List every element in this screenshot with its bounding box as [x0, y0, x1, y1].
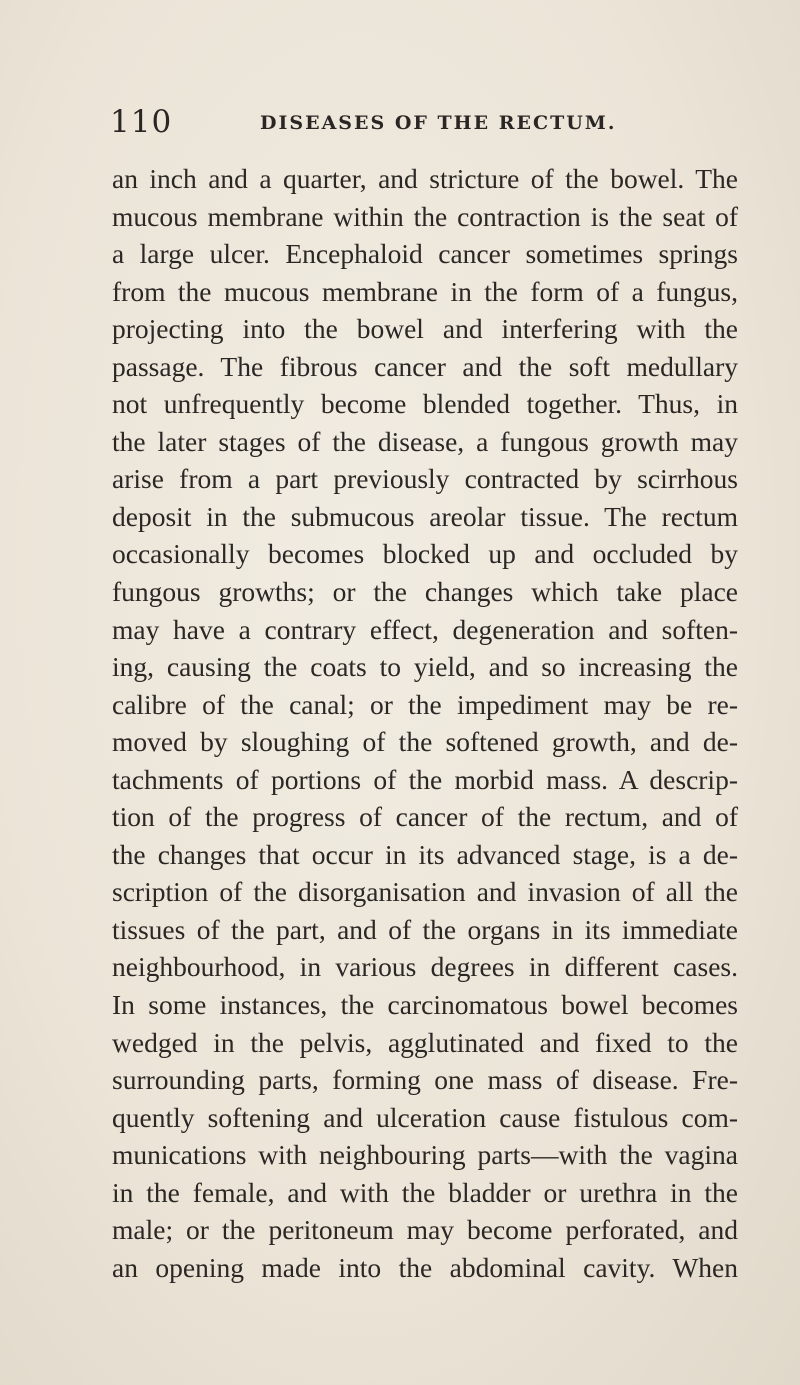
text-line: scription of the disorganisation and invasion of all the: [112, 876, 738, 908]
text-line: calibre of the canal; or the impediment may be re-: [112, 688, 738, 720]
text-line: the changes that occur in its advanced stage, is a de-: [112, 838, 738, 870]
text-line: mucous membrane within the contraction is the seat of: [112, 200, 738, 232]
text-line: tachments of portions of the morbid mass. A descrip-: [112, 763, 738, 795]
text-line: occasionally becomes blocked up and occluded by: [112, 538, 738, 570]
text-line: a large ulcer. Encephaloid cancer sometimes springs: [112, 238, 738, 270]
text-line: an inch and a quarter, and stricture of the bowel. The: [112, 163, 738, 194]
body-text: [112, 160, 738, 1286]
text-line: passage. The fibrous cancer and the soft medullary: [112, 350, 738, 382]
text-line: arise from a part previously contracted by scirrhous: [112, 463, 738, 495]
text-line: may have a contrary effect, degeneration and soften-: [112, 613, 738, 645]
page-number: 110: [110, 104, 173, 140]
text-line: fungous growths; or the changes which take place: [112, 576, 738, 608]
text-line: male; or the peritoneum may become perforated, and: [112, 1214, 738, 1246]
text-line: not unfrequently become blended together. Thus, in: [112, 388, 738, 420]
text-line: surrounding parts, forming one mass of disease. Fre-: [112, 1064, 738, 1096]
text-line: moved by sloughing of the softened growth, and de-: [112, 726, 738, 758]
text-line: In some instances, the carcinomatous bowel becomes: [112, 989, 738, 1021]
text-line: quently softening and ulceration cause fistulous com-: [112, 1101, 738, 1133]
text-line: projecting into the bowel and interfering with the: [112, 313, 738, 345]
text-line: tissues of the part, and of the organs in its immediate: [112, 913, 738, 945]
text-line: deposit in the submucous areolar tissue. The rectum: [112, 500, 738, 532]
text-line: the later stages of the disease, a fungous growth may: [112, 425, 738, 457]
page-header: [110, 104, 730, 144]
text-line: in the female, and with the bladder or urethra in the: [112, 1176, 738, 1208]
text-line: wedged in the pelvis, agglutinated and fixed to the: [112, 1026, 738, 1058]
text-line: from the mucous membrane in the form of a fungus,: [112, 275, 738, 307]
text-line: tion of the progress of cancer of the rectum, and of: [112, 801, 738, 833]
text-line: ing, causing the coats to yield, and so increasing the: [112, 651, 738, 683]
text-line: an opening made into the abdominal cavity. When: [112, 1251, 738, 1283]
running-title: DISEASES OF THE RECTUM.: [260, 112, 617, 134]
text-line: munications with neighbouring parts—with the vagina: [112, 1139, 738, 1171]
text-line: neighbourhood, in various degrees in different cases.: [112, 951, 738, 983]
